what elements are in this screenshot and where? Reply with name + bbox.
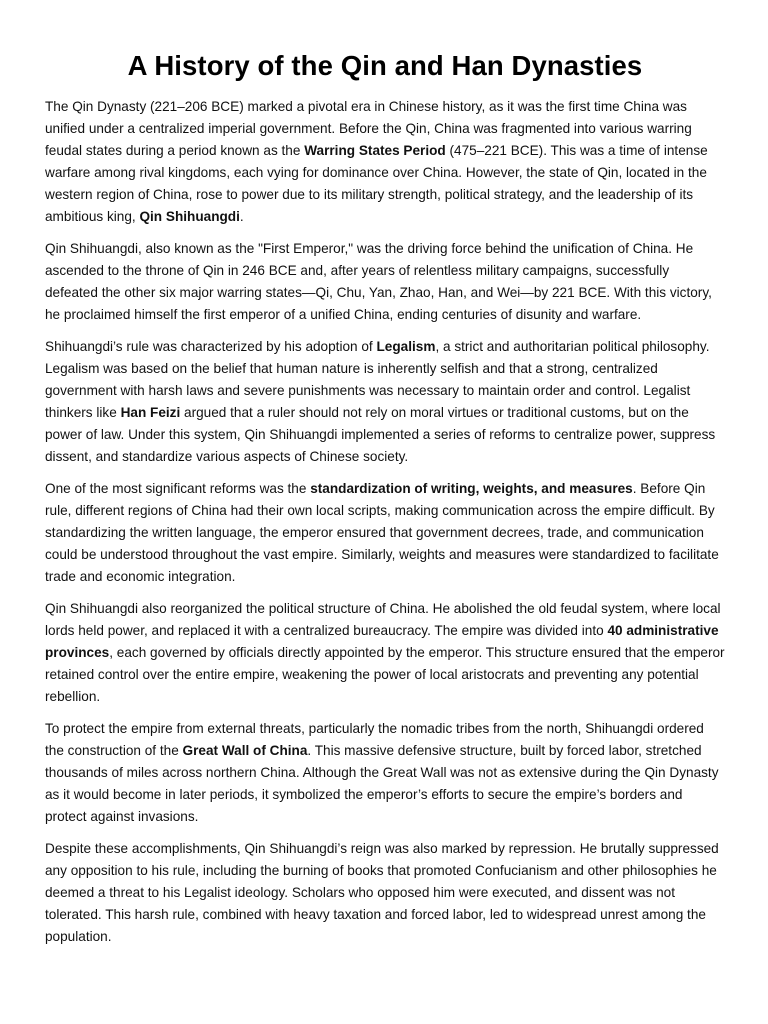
document-page	[45, 46, 725, 958]
document-body	[45, 96, 725, 948]
paragraph-1	[45, 96, 725, 228]
paragraph-text: . Before Qin rule, different regions of China had their own local scripts, making communication across the empire difficult. By standardizing the written language, the emperor ensured that government decrees, trade, and communication could be understood throughout the vast empire. Similarly, weights and measures were standardized to facilitate trade and economic integration.	[45, 481, 719, 584]
paragraph-text: To protect the empire from external threats, particularly the nomadic tribes from the north, Shihuangdi ordered the construction of the	[45, 721, 704, 758]
bold-term-administrative-provinces: 40 administrative provinces	[45, 623, 719, 660]
paragraph-5	[45, 598, 725, 708]
paragraph-text: argued that a ruler should not rely on moral virtues or traditional customs, but on the power of law. Under this system, Qin Shihuangdi implemented a series of reforms to centralize power, suppress dissent, and standardize various aspects of Chinese society.	[45, 405, 716, 464]
bold-term-han-feizi: Han Feizi	[120, 405, 181, 420]
paragraph-text: (475–221 BCE). This was a time of intense warfare among rival kingdoms, each vying for dominance over China. However, the state of Qin, located in the western region of China, rose to power due to its military strength, political strategy, and the leadership of its ambitious king,	[45, 143, 708, 224]
paragraph-3	[45, 336, 725, 468]
paragraph-text: One of the most significant reforms was the	[45, 481, 311, 496]
bold-term-legalism: Legalism	[376, 339, 436, 354]
paragraph-text: Shihuangdi’s rule was characterized by his adoption of	[45, 339, 377, 354]
paragraph-text: , a strict and authoritarian political philosophy. Legalism was based on the belief that human nature is inherently selfish and that a strong, centralized government with harsh laws and severe punishments was necessary to maintain order and control. Legalist thinkers like	[45, 339, 710, 420]
paragraph-text: . This massive defensive structure, built by forced labor, stretched thousands of miles across northern China. Although the Great Wall was not as extensive during the Qin Dynasty as it would become in later periods, it symbolized the emperor’s efforts to secure the empire’s borders and protect against invasions.	[45, 743, 719, 824]
paragraph-text: Despite these accomplishments, Qin Shihuangdi’s reign was also marked by repression. He brutally suppressed any opposition to his rule, including the burning of books that promoted Confucianism and other philosophies he deemed a threat to his Legalist ideology. Scholars who opposed him were executed, and dissent was not tolerated. This harsh rule, combined with heavy taxation and forced labor, led to widespread unrest among the population.	[45, 841, 719, 944]
paragraph-text: The Qin Dynasty (221–206 BCE) marked a pivotal era in Chinese history, as it was the first time China was unified under a centralized imperial government. Before the Qin, China was fragmented into various warring feudal states during a period known as the	[45, 99, 692, 158]
paragraph-7	[45, 838, 725, 948]
document-title: A History of the Qin and Han Dynasties	[127, 50, 643, 81]
paragraph-6	[45, 718, 725, 828]
paragraph-text: .	[239, 209, 244, 224]
bold-term-standardization: standardization of writing, weights, and measures	[310, 481, 633, 496]
paragraph-text: Qin Shihuangdi, also known as the "First Emperor," was the driving force behind the unification of China. He ascended to the throne of Qin in 246 BCE and, after years of relentless military campaigns, successfully defeated the other six major warring states—Qi, Chu, Yan, Zhao, Han, and Wei—by 221 BCE. With this victory, he proclaimed himself the first emperor of a unified China, ending centuries of disunity and warfare.	[45, 241, 712, 322]
bold-term-great-wall: Great Wall of China	[182, 743, 308, 758]
paragraph-text: Qin Shihuangdi also reorganized the political structure of China. He abolished the old feudal system, where local lords held power, and replaced it with a centralized bureaucracy. The empire was divided into	[45, 601, 721, 638]
paragraph-text: , each governed by officials directly appointed by the emperor. This structure ensured that the emperor retained control over the entire empire, weakening the power of local aristocrats and preventing any potential rebellion.	[45, 645, 725, 704]
bold-term-qin-shihuangdi: Qin Shihuangdi	[139, 209, 240, 224]
bold-term-warring-states-period: Warring States Period	[304, 143, 446, 158]
paragraph-2	[45, 238, 725, 326]
paragraph-4	[45, 478, 725, 588]
